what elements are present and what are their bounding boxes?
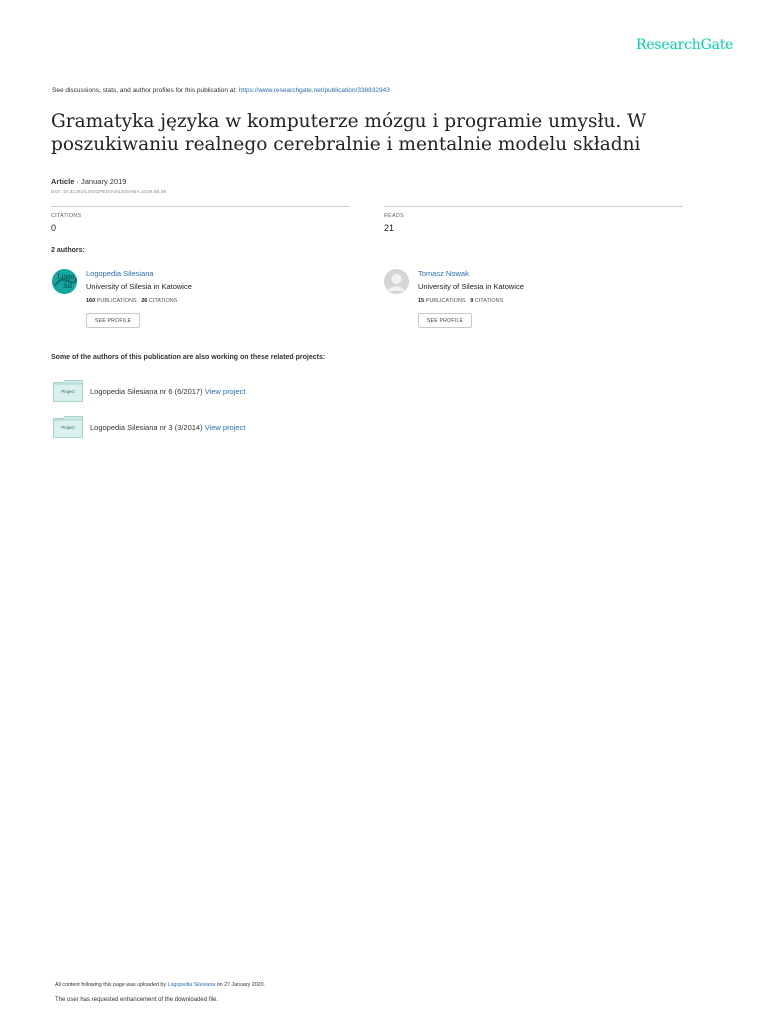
project-folder-icon [53,380,83,402]
publication-url-link[interactable]: https://www.researchgate.net/publication/338832943 [238,87,390,94]
see-profile-button[interactable]: SEE PROFILE [86,313,140,328]
svg-text:Sil: Sil [63,282,73,290]
project-folder-label: Project [61,389,75,394]
author-avatar-placeholder[interactable] [384,269,409,294]
upload-note [55,982,265,988]
discussion-prefix: See discussions, stats, and author profiles for this publication at: [52,87,237,94]
publication-date: January 2019 [81,177,127,186]
publication-title: Gramatyka języka w komputerze mózgu i programie umysłu. W poszukiwaniu realnego cerebralnie i mentalnie modelu składni [51,111,647,155]
reads-value: 21 [384,223,395,233]
researchgate-logo[interactable]: ResearchGate [636,37,734,53]
author-publications-label: PUBLICATIONS [96,298,137,304]
author-citations-count: 26 [141,298,148,304]
project-item [90,387,245,396]
reads-divider [384,206,683,207]
author-name-link[interactable]: Tomasz Nowak [418,269,469,278]
author-citations-label: CITATIONS [148,298,178,304]
related-projects-heading: Some of the authors of this publication are also working on these related projects: [51,354,326,361]
view-project-link[interactable]: View project [204,423,246,432]
author-publications-count: 160 [86,298,96,304]
citations-divider [51,206,350,207]
author-publications-label: PUBLICATIONS [425,298,466,304]
project-folder-label: Project [61,425,75,430]
author-stats [418,298,503,304]
svg-text:Logo: Logo [57,273,75,281]
project-item [90,423,245,432]
author-stats [86,298,177,304]
citations-label: CITATIONS [51,213,82,219]
author-citations-count: 9 [470,298,474,304]
upload-suffix: on 27 January 2020. [216,982,266,988]
enhancement-note: The user has requested enhancement of the downloaded file. [55,997,219,1003]
publication-meta [51,177,126,186]
author-avatar-logopedia[interactable] [52,269,77,294]
reads-label: READS [384,213,404,219]
project-name: Logopedia Silesiana nr 3 (3/2014) [90,423,203,432]
uploader-link[interactable]: Logopedia Silesiana [167,982,216,988]
meta-separator: · [74,177,82,186]
project-folder-icon [53,416,83,438]
discussion-note [52,87,390,94]
citations-value: 0 [51,223,57,233]
view-project-link[interactable]: View project [204,387,246,396]
project-name: Logopedia Silesiana nr 6 (6/2017) [90,387,203,396]
user-icon [384,269,409,294]
upload-prefix: All content following this page was uploaded by [55,982,167,988]
author-institution: University of Silesia in Katowice [86,282,192,291]
author-institution: University of Silesia in Katowice [418,282,524,291]
author-citations-label: CITATIONS [474,298,504,304]
see-profile-button[interactable]: SEE PROFILE [418,313,472,328]
publication-type: Article [51,177,75,186]
authors-heading: 2 authors: [51,247,85,254]
author-publications-count: 15 [418,298,425,304]
author-name-link[interactable]: Logopedia Silesiana [86,269,154,278]
logo-avatar-image [52,269,77,294]
publication-doi: DOI: 10.31261/LOGOPEDIASILESIANA.2019.08.05 [51,190,167,195]
